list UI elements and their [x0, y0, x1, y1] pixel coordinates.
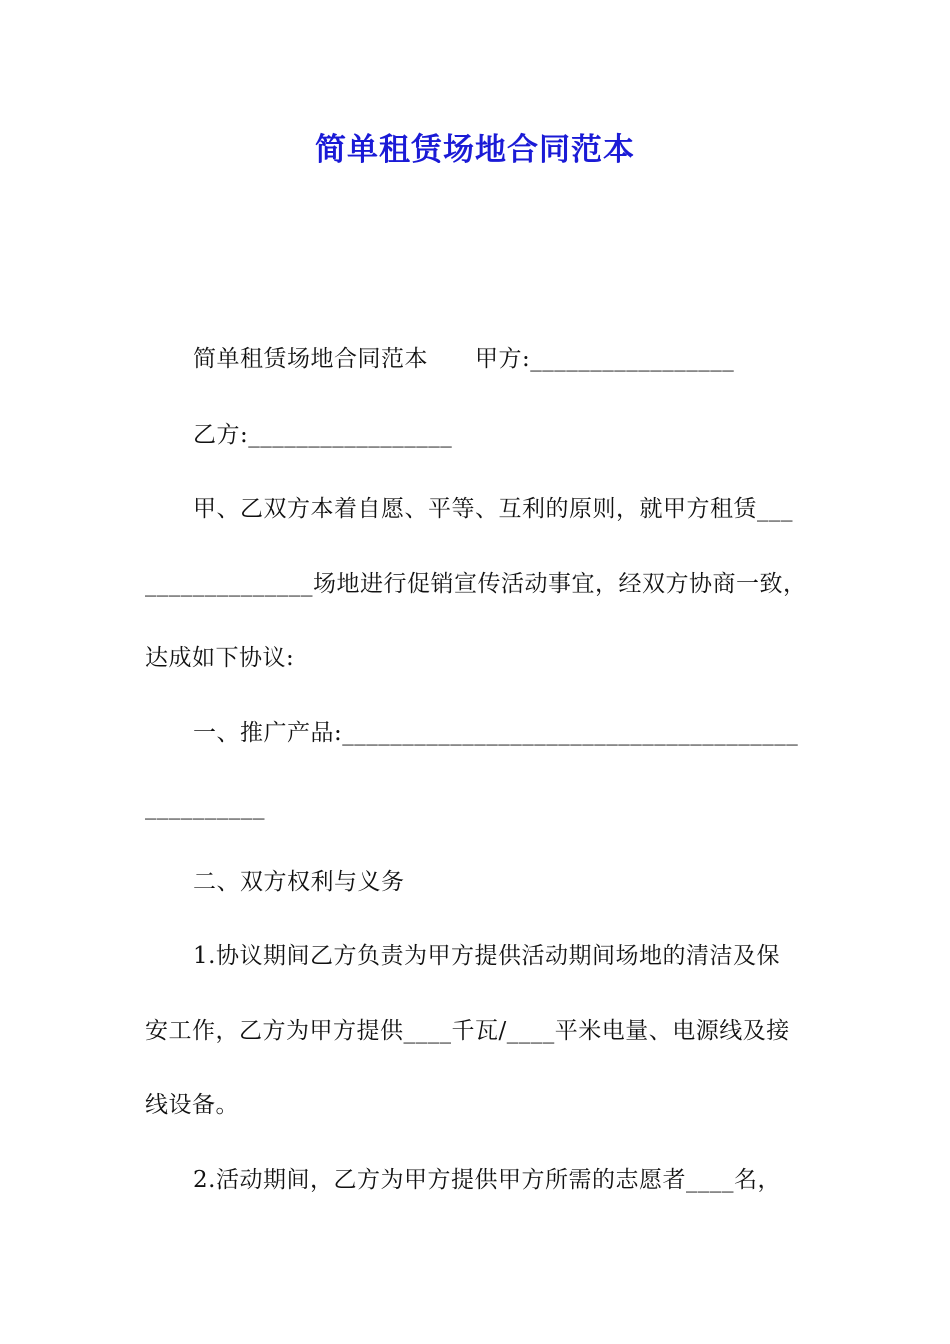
section-heading: 二、双方权利与义务 [193, 869, 405, 895]
document-title: 简单租赁场地合同范本 [315, 132, 635, 168]
paragraph-line: 甲、乙双方本着自愿、平等、互利的原则，就甲方租赁___ [193, 496, 793, 522]
paragraph-line: 达成如下协议: [145, 645, 295, 671]
paragraph-line: __________ [145, 794, 265, 820]
paragraph-line: 2.活动期间，乙方为甲方提供甲方所需的志愿者____名， [193, 1167, 781, 1193]
paragraph-line: 一、推广产品:______________________________________ [193, 720, 799, 746]
paragraph-line: 乙方:_________________ [193, 422, 453, 448]
paragraph-line: 简单租赁场地合同范本 甲方:_________________ [193, 346, 735, 372]
paragraph-line: 线设备。 [145, 1092, 239, 1118]
paragraph-line: 1.协议期间乙方负责为甲方提供活动期间场地的清洁及保 [193, 943, 780, 969]
paragraph-line: ______________场地进行促销宣传活动事宜，经双方协商一致， [145, 571, 807, 597]
paragraph-line: 安工作，乙方为甲方提供____千瓦/____平米电量、电源线及接 [145, 1018, 790, 1044]
